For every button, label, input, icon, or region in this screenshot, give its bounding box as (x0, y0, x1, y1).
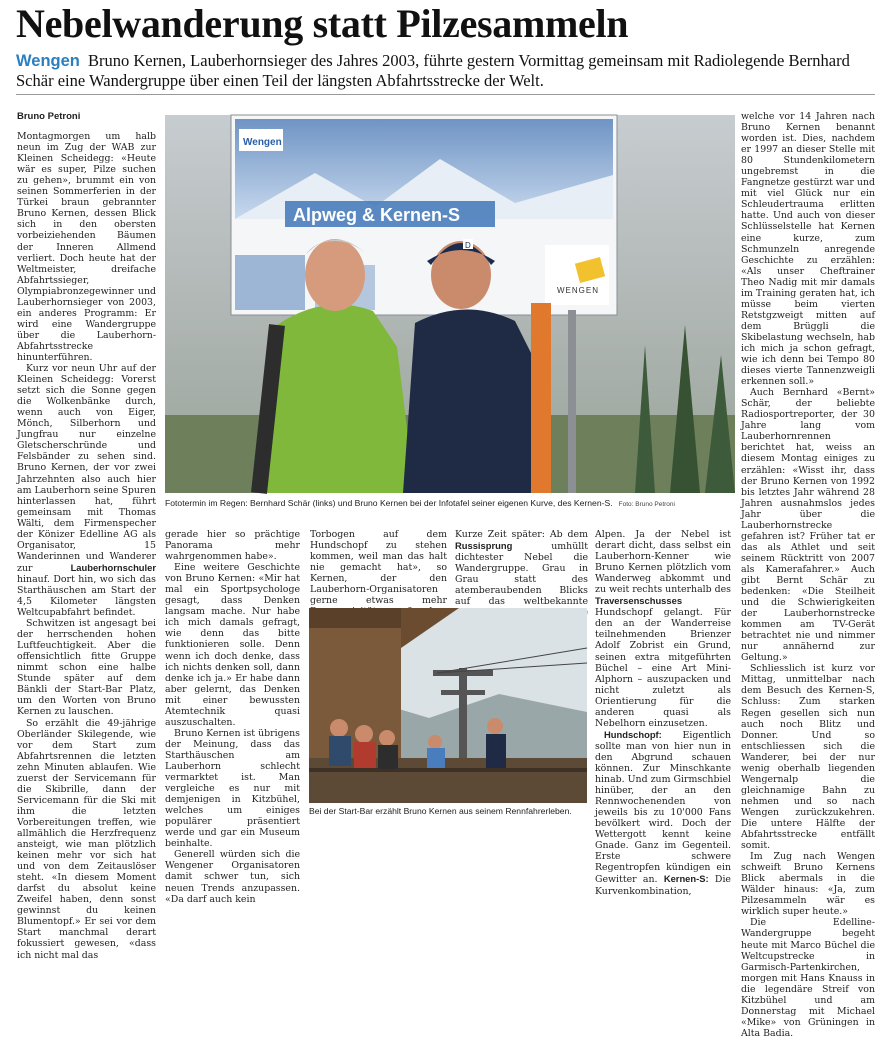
photo-startbar-image (309, 608, 587, 803)
col6-para-5: Die Edelline-Wandergruppe begeht heute mit Marco Büchel die Weltcupstrecke in Garmisch-Partenkirchen, morgen mit Hans Knauss in die legendäre Streif von Kitzbühel und am Donnerstag mit Michael «Mike» von Grüningen in Alta Badia. (741, 917, 875, 1039)
photo-main (165, 115, 735, 493)
column-3 (310, 529, 447, 607)
sign-brand: WENGEN (557, 286, 599, 295)
col2-para-4: Generell würden sich die Wengener Organisatoren damit schwer tun, sich neuen Trends anzupassen. «Da darf auch kein (165, 849, 300, 905)
lead-text: Bruno Kernen, Lauberhornsieger des Jahres 2003, führte gestern Vormittag gemeinsam mit Radiolegende Bernhard Schär eine Wandergruppe über einen Teil der längsten Abfahrtsstrecke der Welt. (16, 51, 850, 90)
photo-startbar-caption: Bei der Start-Bar erzählt Bruno Kernen aus seinem Rennfahrerleben. (309, 806, 572, 816)
col1-para-4: So erzählt die 49-jährige Oberländer Skilegende, wie vor dem Start zum Abfahrtsrennen die letzten zehn Minuten ablaufen. Wie zuerst der Servicemann für die Skibrille, dann der Servicemann für die Ski mit ihm die letzten Vorbereitungen treffen, wie allmählich die Herzfrequenz ansteigt, wie man plötzlich keinen mehr vor sich hat und von dem Zeitauslöser steht. «In diesem Moment darfst du absolut keine Zweifel haben, denn sonst gewinnst du keinen Blumentopf.» Er sei vor dem Start manchmal derart fokussiert gewesen, «dass ich nicht mal das (17, 717, 156, 961)
col6-para-1: welche vor 14 Jahren nach Bruno Kernen benannt worden ist. Dies, nachdem er 1997 an dieser Stelle mit 80 Stundenkilometern ungebremst in die Fangnetze gestürzt war und mit viel Glück nur ein Schleudertrauma erlitten hatte. Und auch von dieser Schlüsselstelle hat Kernen eine kurze, zum Schmunzeln anregende Geschichte zu erzählen: «Als unser Cheftrainer Theo Nadig mit mir damals im Training geraten hat, ich müsse beim vierten Retstgzweigt mitten auf dem Brüggli die Skibelastung wechseln, hab ich mich ja schon gefragt, wie ich denn bei Tempo 80 dieses vierte Tannenzweigli erkennen soll.» (741, 111, 875, 388)
col5-para-1: Alpen. Ja der Nebel ist derart dicht, dass selbst ein Lauberhorn-Kenner wie Bruno Kernen plötzlich vom Wanderweg abkommt und zu weit rechts unterhalb des Traversenschusses Hundschopf gelangt. Für den an der Wanderreise teilnehmenden Brienzer Adolf Zobrist ein Grund, seinen extra mitgeführten Büchel – eine Art Mini-Alphorn – auszupacken und nicht zuletzt als Orientierung für die anderen quasi als Nebelhorn einzusetzen. (595, 529, 731, 729)
photo-startbar (309, 608, 587, 803)
col5-bold-1: Traversenschusses (595, 595, 683, 607)
lead-paragraph (16, 51, 876, 90)
cap-logo: D (465, 241, 471, 250)
col6-para-3: Schliesslich ist kurz vor Mittag, unmittelbar nach dem Besuch des Kernen-S, Schluss: Zum starken Regen gesellen sich nun auch noch Blitz und Donner. Und so entschliessen sich die Wanderer, bei der nur wenig oberhalb liegenden Wengernalp die gleichnamige Bahn zu nehmen und so nach Wengen zurückzukehren. Die untere Hälfte der Abfahrtsstrecke entfällt somit. (741, 663, 875, 852)
col2-para-3: Bruno Kernen ist übrigens der Meinung, dass das Starthäuschen am Lauberhorn schlecht vermarktet ist. Man vergleiche es nur mit demjenigen in Kitzbühel, welches um einiges populärer präsentiert werde und gar ein Museum beinhalte. (165, 727, 300, 850)
col2-para-2: Eine weitere Geschichte von Bruno Kernen: «Mir hat mal ein Sportpsychologe gesagt, dass Denken langsam mache. Nur habe ich mich damals gefragt, wie denn das bitte funktionieren solle. Denn wenn ich doch denke, dass ich nichts denken soll, dann denke ich ja.» Er habe dann aber gelernt, das Denken mit einer bewussten Atemtechnik quasi auszuschalten. (165, 562, 300, 728)
col6-para-4: Im Zug nach Wengen schweift Bruno Kernens Blick abermals in die Wälder hinaus: «Ja, zum Pilzesammeln wär es wirklich super heute.» (741, 851, 875, 918)
sign-logo-text: Wengen (243, 137, 282, 148)
column-2 (165, 529, 300, 905)
photo-main-caption: Fototermin im Regen: Bernhard Schär (links) und Bruno Kernen bei der Infotafel seiner eigenen Kurve, des Kernen-S. Foto: Bruno Petroni (165, 498, 675, 508)
col5-bold-2: Hundschopf: (604, 728, 662, 740)
col1-para-1: Montagmorgen um halb neun im Zug der WAB zur Kleinen Scheidegg: «Heute wär es super, Pilze suchen zu gehen», brummt ein von seinen Sommerferien in der Türkei braun gebrannter Bruno Kernen, dessen Blick sich in den obersten vorbeiziehenden Bäumen der Inneren Allmend verliert. Doch heute hat der Weltmeister, dreifache Abfahrtssieger, Olympiabronzegewinner und Lauberhornsieger von 2003, ein anderes Programm: Er wird eine Wandergruppe über die Lauberhorn-Abfahrtsstrecke hinunterführen. (17, 131, 156, 363)
column-1 (17, 111, 156, 961)
col2-para-1: gerade hier so prächtige Panorama mehr wahrgenommen habe». (165, 529, 300, 563)
header-rule (16, 94, 875, 95)
photo-main-image (165, 115, 735, 493)
col1-para-3: Schwitzen ist angesagt bei der herrschenden hohen Luftfeuchtigkeit. Aber die offensichtlich fitte Gruppe nimmt schon eine halbe Stunde später auf dem Bänkli der Start-Bar Platz, um den Worten von Bruno Kernen zu lauschen. (17, 618, 156, 718)
col3-para-1: Torbogen auf dem Hundschopf zu stehen kommen, weil man das halt nie gemacht hat», so Kernen, der den Lauberhorn-Organisatoren gerne etwas mehr (310, 529, 447, 607)
col5-bold-3: Kernen-S: (663, 873, 709, 885)
col4-bold-term: Russisprung (455, 540, 513, 552)
column-5 (595, 529, 731, 897)
col1-bold-term: Lauberhornschuler (70, 561, 156, 573)
headline: Nebelwanderung statt Pilzesammeln (16, 1, 629, 46)
col4-para-1: Kurze Zeit später: Ab dem Russisprung umhüllt dichtester Nebel die Wandergruppe. Grau in Grau statt des atemberaubenden Blicks auf das weltbekannte (455, 529, 588, 608)
column-6 (741, 111, 875, 1039)
col5-para-2: Hundschopf: Eigentlich sollte man von hier nun in den Abgrund schauen können. Zur Minschkante hinab. Und zum Girmschbiel hinüber, der an den Rennwochenenden von jeweils bis zu 10'000 Fans bevölkert wird. Doch der Wettergott kennt keine Gnade. Ganz im Gegenteil. Erste schwere Regentropfen kündigen ein Gewitter an. Kernen-S: Die Kurvenkombination, (595, 728, 731, 897)
sign-title: Alpweg & Kernen-S (293, 205, 461, 225)
column-4 (455, 529, 588, 608)
col6-para-2: Auch Bernhard «Bernt» Schär, der beliebte Radiosportreporter, der 30 Jahre lang vom Lauberhornrennen berichtet hat, weiss an diesem Montag einiges zu erzählen: «Wisst ihr, dass der Bruno Kernen von 1992 bis letztes Jahr während 28 Jahren ausnahmslos jedes Jahr über die Lauberhornstrecke gefahren ist? Früher tat er das als Athlet und seit seinem Rücktritt von 2007 als Kamerafahrer.» Auch gibt Bernt Schär zu bedenken: «Die Steilheit und die Schwierigkeiten der Lauberhornstrecke kommen am TV-Gerät betrachtet nie und nimmer nur annähernd zur Geltung.» (741, 387, 875, 664)
byline: Bruno Petroni (17, 111, 81, 122)
photo-credit: Foto: Bruno Petroni (618, 501, 675, 508)
location-label: Wengen (16, 52, 80, 70)
col1-para-2: Kurz vor neun Uhr auf der Kleinen Scheidegg: Vorerst setzt sich die Sonne gegen die Wolkenbänke durch, wenn auch von Eiger, Mönch, Silberhorn und Jungfrau nur einzelne Gletscherschründe und Felsbänder zu sehen sind. Bruno Kernen, der vor zwei Jahrzehnten also auch hier am Lauberhorn seine Spuren hinterlassen hat, führt gemeinsam mit Thomas Wälti, dem Firmenspecher der Könizer Edelline AG als Organisator, 15 Wanderinnen und Wanderer zur Lauberhornschuler hinauf. Dort hin, wo sich das Starthäuschen am Start der 4,5 Kilometer längsten Weltcupabfahrt befindet. (17, 363, 156, 619)
